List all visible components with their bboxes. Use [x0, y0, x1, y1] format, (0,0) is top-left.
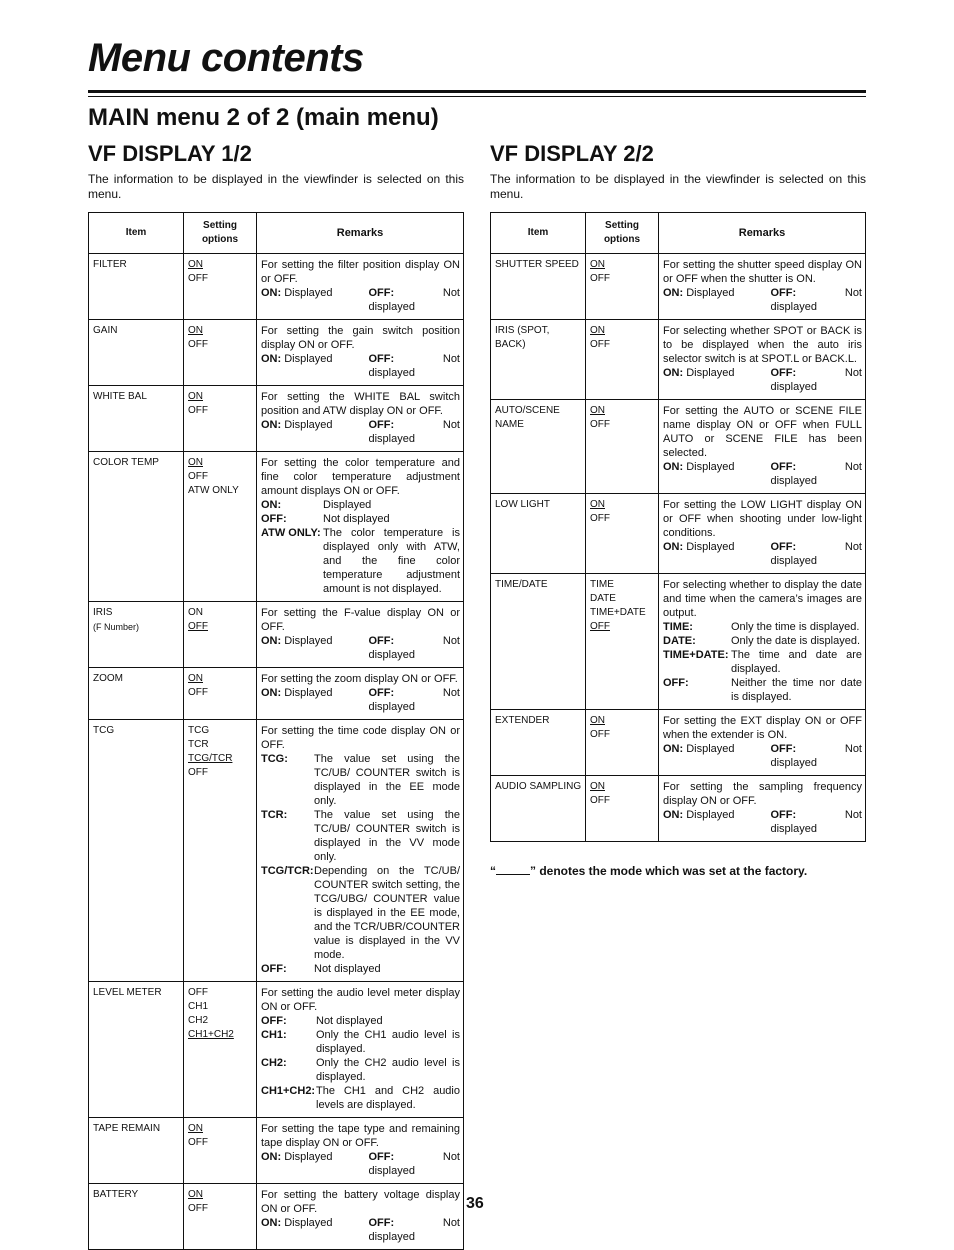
remarks-text: For setting the AUTO or SCENE FILE name display ON or OFF when FULL AUTO or SCENE FILE has been selected.	[663, 405, 862, 459]
table-row	[89, 254, 464, 320]
option: OFF	[590, 513, 610, 524]
option: ON	[590, 325, 605, 336]
off-label: OFF:	[368, 635, 395, 647]
on-off-line	[663, 286, 862, 314]
option: ON	[188, 673, 203, 684]
option: OFF	[188, 987, 208, 998]
item-cell: SHUTTER SPEED	[491, 254, 586, 320]
item-cell: COLOR TEMP	[89, 452, 184, 602]
definition-row: TCR: The value set using the TC/UB/ COUNTER switch is displayed in the VV mode only.	[261, 809, 460, 863]
remarks-text: For setting the sampling frequency display ON or OFF.	[663, 781, 862, 807]
options-cell	[184, 386, 257, 452]
table-header-row	[89, 213, 464, 254]
remarks-cell	[257, 320, 464, 386]
vf-display-2-intro: The information to be displayed in the viewfinder is selected on this menu.	[490, 172, 866, 201]
title-rule	[88, 90, 866, 93]
item-cell: EXTENDER	[491, 710, 586, 776]
definition-row: DATE: Only the date is displayed.	[663, 635, 861, 647]
remarks-text: For setting the shutter speed display ON or OFF when the shutter is ON.	[663, 259, 862, 285]
remarks-cell	[257, 668, 464, 720]
option: OFF	[188, 339, 208, 350]
option: OFF	[188, 687, 208, 698]
item-cell: TIME/DATE	[491, 574, 586, 710]
definition-row: TCG/TCR: Depending on the TC/UB/ COUNTER switch setting, the TCG/UBG/ COUNTER value is displayed in the EE mode, and the TCR/UBR/COUNTER value is displayed in the VV mode.	[261, 865, 460, 961]
remarks-cell	[659, 776, 866, 842]
on-off-line	[261, 1216, 460, 1244]
on-off-line	[663, 540, 862, 568]
off-label: OFF:	[368, 1217, 395, 1229]
option: ON	[188, 391, 203, 402]
off-label: OFF:	[368, 419, 395, 431]
on-value: Displayed	[284, 635, 333, 647]
table-row	[89, 320, 464, 386]
on-off-line	[261, 634, 460, 662]
options-cell	[586, 776, 659, 842]
remarks-text: For setting the F-value display ON or OFF.	[261, 607, 460, 633]
option: CH1+CH2	[188, 1029, 234, 1040]
option: OFF	[188, 767, 208, 778]
remarks-cell	[659, 320, 866, 400]
remarks-text: For setting the EXT display ON or OFF when the extender is ON.	[663, 715, 862, 741]
option: DATE	[590, 593, 616, 604]
options-cell	[586, 710, 659, 776]
on-off-line	[663, 742, 862, 770]
on-value: Displayed	[686, 809, 735, 821]
remarks-text: For setting the zoom display ON or OFF.	[261, 673, 458, 685]
remarks-text: For setting the filter position display ON or OFF.	[261, 259, 460, 285]
option: OFF	[590, 273, 610, 284]
options-cell	[184, 602, 257, 668]
item-cell: LEVEL METER	[89, 982, 184, 1118]
header-setting: Setting options	[184, 213, 257, 254]
table-row	[89, 982, 464, 1118]
option: TCR	[188, 739, 209, 750]
option: ATW ONLY	[188, 485, 239, 496]
remarks-cell	[257, 1118, 464, 1184]
remarks-text: For setting the LOW LIGHT display ON or OFF when shooting under low-light conditions.	[663, 499, 862, 539]
options-cell	[184, 1184, 257, 1250]
item-cell: AUDIO SAMPLING	[491, 776, 586, 842]
item-cell: IRIS (SPOT, BACK)	[491, 320, 586, 400]
on-value: Displayed	[686, 367, 735, 379]
definition-row: TIME+DATE: The time and date are displayed.	[663, 649, 862, 675]
remarks-cell	[257, 254, 464, 320]
item-cell: ZOOM	[89, 668, 184, 720]
vf-display-1-table	[88, 212, 464, 1250]
on-label: ON:	[663, 367, 684, 379]
title-rule-thin	[88, 96, 866, 97]
options-cell	[184, 982, 257, 1118]
header-item: Item	[491, 213, 586, 254]
item-cell: GAIN	[89, 320, 184, 386]
on-value: Displayed	[686, 461, 735, 473]
item-cell: LOW LIGHT	[491, 494, 586, 574]
item-cell: AUTO/SCENE NAME	[491, 400, 586, 494]
option: OFF	[590, 339, 610, 350]
table-header-row	[491, 213, 866, 254]
vf-display-1-heading: VF DISPLAY 1/2	[88, 141, 252, 166]
on-label: ON:	[663, 461, 684, 473]
header-setting: Setting options	[586, 213, 659, 254]
on-off-line	[261, 1150, 460, 1178]
on-value: Displayed	[686, 743, 735, 755]
on-off-line	[261, 418, 460, 446]
table-row	[89, 452, 464, 602]
on-off-line	[261, 686, 460, 714]
remarks-text: For setting the audio level meter display ON or OFF.	[261, 987, 460, 1013]
option: OFF	[590, 621, 610, 632]
remarks-cell	[659, 574, 866, 710]
off-value: Not displayed	[770, 461, 862, 487]
options-cell	[184, 254, 257, 320]
remarks-cell	[257, 452, 464, 602]
vf-display-1-intro: The information to be displayed in the viewfinder is selected on this menu.	[88, 172, 464, 201]
definition-row: CH1: Only the CH1 audio level is displayed.	[261, 1029, 460, 1055]
off-value: Not displayed	[770, 541, 862, 567]
option: ON	[188, 259, 203, 270]
header-remarks: Remarks	[659, 213, 866, 254]
definition-row: OFF: Neither the time nor date is displayed.	[663, 677, 862, 703]
off-label: OFF:	[368, 287, 395, 299]
remarks-text: For setting the time code display ON or OFF.	[261, 725, 460, 751]
remarks-cell	[659, 254, 866, 320]
table-row	[89, 1118, 464, 1184]
option: ON	[188, 457, 203, 468]
item-label: IRIS	[93, 607, 113, 618]
off-value: Not displayed	[368, 687, 460, 713]
table-row	[491, 320, 866, 400]
off-label: OFF:	[368, 1151, 395, 1163]
options-cell	[586, 254, 659, 320]
page-title: Menu contents	[88, 36, 364, 80]
item-cell: TCG	[89, 720, 184, 982]
remarks-cell	[659, 400, 866, 494]
off-value: Not displayed	[368, 1151, 460, 1177]
remarks-text: For selecting whether to display the date and time when the camera’s images are output.	[663, 579, 862, 619]
options-cell	[586, 494, 659, 574]
option: OFF	[590, 419, 610, 430]
on-value: Displayed	[284, 687, 333, 699]
definition-row: ATW ONLY: The color temperature is displayed only with ATW, and the fine color temperature adjustment amount is not displayed.	[261, 527, 460, 595]
table-row	[491, 710, 866, 776]
remarks-text: For setting the tape type and remaining tape display ON or OFF.	[261, 1123, 460, 1149]
remarks-text: For setting the WHITE BAL switch position and ATW display ON or OFF.	[261, 391, 460, 417]
option: CH2	[188, 1015, 209, 1026]
on-label: ON:	[261, 1217, 282, 1229]
definition-row: OFF: Not displayed	[261, 963, 381, 975]
option: OFF	[188, 273, 208, 284]
option: OFF	[188, 405, 208, 416]
vf-display-1-section	[88, 140, 464, 1250]
options-cell	[184, 452, 257, 602]
remarks-cell	[257, 386, 464, 452]
option: TCG	[188, 725, 210, 736]
section-subtitle: MAIN menu 2 of 2 (main menu)	[88, 104, 439, 131]
options-cell	[184, 720, 257, 982]
options-cell	[184, 320, 257, 386]
options-cell	[586, 400, 659, 494]
vf-display-2-section	[490, 140, 866, 878]
definition-row: OFF: Not displayed	[261, 513, 390, 525]
on-label: ON:	[663, 287, 684, 299]
option: ON	[590, 781, 605, 792]
on-value: Displayed	[686, 541, 735, 553]
on-value: Displayed	[284, 287, 333, 299]
table-row	[491, 254, 866, 320]
off-value: Not displayed	[368, 1217, 460, 1243]
off-value: Not displayed	[770, 743, 862, 769]
on-label: ON:	[663, 541, 684, 553]
table-row	[89, 1184, 464, 1250]
remarks-cell	[659, 710, 866, 776]
on-value: Displayed	[284, 353, 333, 365]
option: OFF	[188, 1137, 208, 1148]
underline-sample	[496, 864, 530, 875]
on-off-line	[663, 460, 862, 488]
option: OFF	[590, 795, 610, 806]
off-label: OFF:	[368, 353, 395, 365]
option: ON	[188, 607, 203, 618]
option: ON	[590, 259, 605, 270]
on-value: Displayed	[284, 1217, 333, 1229]
definition-row: OFF: Not displayed	[261, 1015, 383, 1027]
on-label: ON:	[261, 287, 282, 299]
option: ON	[188, 325, 203, 336]
vf-display-2-table	[490, 212, 866, 842]
remarks-cell	[257, 602, 464, 668]
definition-row: CH1+CH2: The CH1 and CH2 audio levels are displayed.	[261, 1085, 460, 1111]
remarks-cell	[257, 720, 464, 982]
options-cell	[184, 1118, 257, 1184]
option: ON	[590, 715, 605, 726]
header-remarks: Remarks	[257, 213, 464, 254]
table-row	[491, 574, 866, 710]
remarks-text: For setting the color temperature and fine color temperature adjustment amount displays ON or OFF.	[261, 457, 460, 497]
off-label: OFF:	[770, 541, 797, 553]
off-label: OFF:	[770, 809, 797, 821]
vf-display-2-heading: VF DISPLAY 2/2	[490, 141, 654, 166]
option: TIME	[590, 579, 614, 590]
options-cell	[184, 668, 257, 720]
remarks-text: For setting the gain switch position display ON or OFF.	[261, 325, 460, 351]
table-row	[491, 776, 866, 842]
on-label: ON:	[261, 419, 282, 431]
options-cell	[586, 320, 659, 400]
on-off-line	[663, 808, 862, 836]
off-label: OFF:	[368, 687, 395, 699]
off-value: Not displayed	[770, 287, 862, 313]
remarks-text: For setting the battery voltage display ON or OFF.	[261, 1189, 460, 1215]
on-value: Displayed	[284, 419, 333, 431]
table-row	[89, 602, 464, 668]
item-cell: FILTER	[89, 254, 184, 320]
on-label: ON:	[261, 353, 282, 365]
item-cell: BATTERY	[89, 1184, 184, 1250]
definition-row: CH2: Only the CH2 audio level is displayed.	[261, 1057, 460, 1083]
remarks-text: For selecting whether SPOT or BACK is to be displayed when the auto iris selector switch is at SPOT.L or BACK.L.	[663, 325, 862, 365]
table-row	[89, 720, 464, 982]
option: TCG/TCR	[188, 753, 233, 764]
definition-row: TIME: Only the time is displayed.	[663, 621, 860, 633]
option: ON	[590, 405, 605, 416]
off-value: Not displayed	[770, 367, 862, 393]
off-value: Not displayed	[770, 809, 862, 835]
header-item: Item	[89, 213, 184, 254]
table-row	[89, 386, 464, 452]
off-value: Not displayed	[368, 287, 460, 313]
remarks-cell	[257, 1184, 464, 1250]
option: OFF	[188, 1203, 208, 1214]
off-label: OFF:	[770, 461, 797, 473]
table-row	[491, 494, 866, 574]
on-off-line	[663, 366, 862, 394]
option: ON	[590, 499, 605, 510]
on-value: Displayed	[284, 1151, 333, 1163]
on-label: ON:	[261, 635, 282, 647]
options-cell	[586, 574, 659, 710]
off-label: OFF:	[770, 367, 797, 379]
off-value: Not displayed	[368, 419, 460, 445]
item-cell: WHITE BAL	[89, 386, 184, 452]
off-label: OFF:	[770, 743, 797, 755]
remarks-cell	[257, 982, 464, 1118]
off-label: OFF:	[770, 287, 797, 299]
on-label: ON:	[663, 743, 684, 755]
option: OFF	[188, 471, 208, 482]
footnote-open-quote: “	[490, 864, 496, 878]
item-cell: TAPE REMAIN	[89, 1118, 184, 1184]
item-cell	[89, 602, 184, 668]
on-value: Displayed	[686, 287, 735, 299]
on-label: ON:	[261, 1151, 282, 1163]
footnote-text: ” denotes the mode which was set at the factory.	[530, 864, 808, 878]
on-label: ON:	[663, 809, 684, 821]
option: ON	[188, 1189, 203, 1200]
option: OFF	[590, 729, 610, 740]
definition-row: TCG: The value set using the TC/UB/ COUNTER switch is displayed in the EE mode only.	[261, 753, 460, 807]
option: TIME+DATE	[590, 607, 646, 618]
page-number: 36	[466, 1195, 484, 1212]
remarks-cell	[659, 494, 866, 574]
off-value: Not displayed	[368, 635, 460, 661]
off-value: Not displayed	[368, 353, 460, 379]
factory-default-footnote	[490, 864, 866, 878]
table-row	[491, 400, 866, 494]
table-row	[89, 668, 464, 720]
on-off-line	[261, 352, 460, 380]
on-label: ON:	[261, 687, 282, 699]
definition-row: ON: Displayed	[261, 499, 372, 511]
item-sublabel: (F Number)	[93, 622, 140, 632]
option: CH1	[188, 1001, 209, 1012]
option: OFF	[188, 621, 208, 632]
option: ON	[188, 1123, 203, 1134]
on-off-line	[261, 286, 460, 314]
